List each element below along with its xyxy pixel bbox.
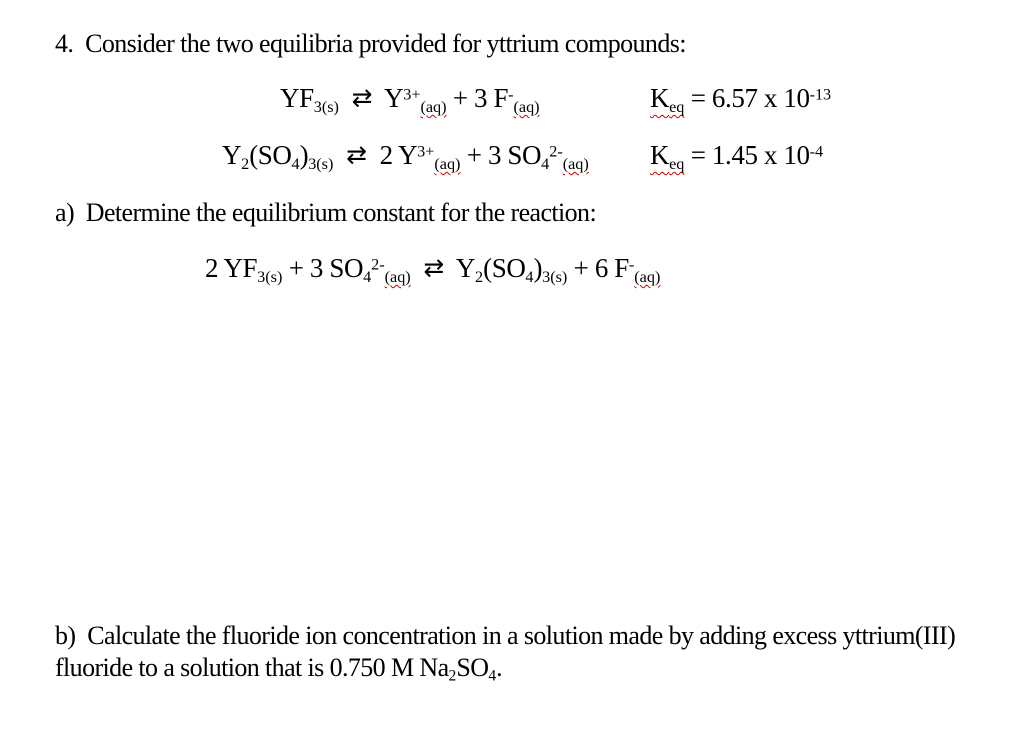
part-a-reaction-equation: 2 YF3(s) + 3 $SO4^{2-}(aq)$ ⇄ Y2(SO4)3(s) + 6 F-(aq) <box>205 253 661 286</box>
equilibrium-equation-2: Y2(SO4)3(s) ⇄ 2 $Y^{3+}(aq) + 3$ $SO4^{2-}(aq)$ <box>222 140 589 173</box>
part-a-prompt: a) Determine the equilibrium constant for the reaction: <box>55 198 597 227</box>
equilibrium-equation-1: YF3(s) ⇄ $Y^{3+}(aq) + 3$ F-(aq) <box>280 83 540 116</box>
equilibrium-keq-2: Keq = 1.45 x $10^{-4}$ <box>650 140 824 173</box>
part-b-prompt-line-1: b) Calculate the fluoride ion concentration in a solution made by adding excess yttrium(III) <box>55 621 956 650</box>
problem-title: 4. Consider the two equilibria provided for yttrium compounds: <box>55 29 686 58</box>
equilibrium-keq-1: Keq = 6.57 x $10^{-13}$ <box>650 83 832 116</box>
part-b-prompt-line-2: fluoride to a solution that is 0.750 M Na2SO4. <box>55 653 503 685</box>
